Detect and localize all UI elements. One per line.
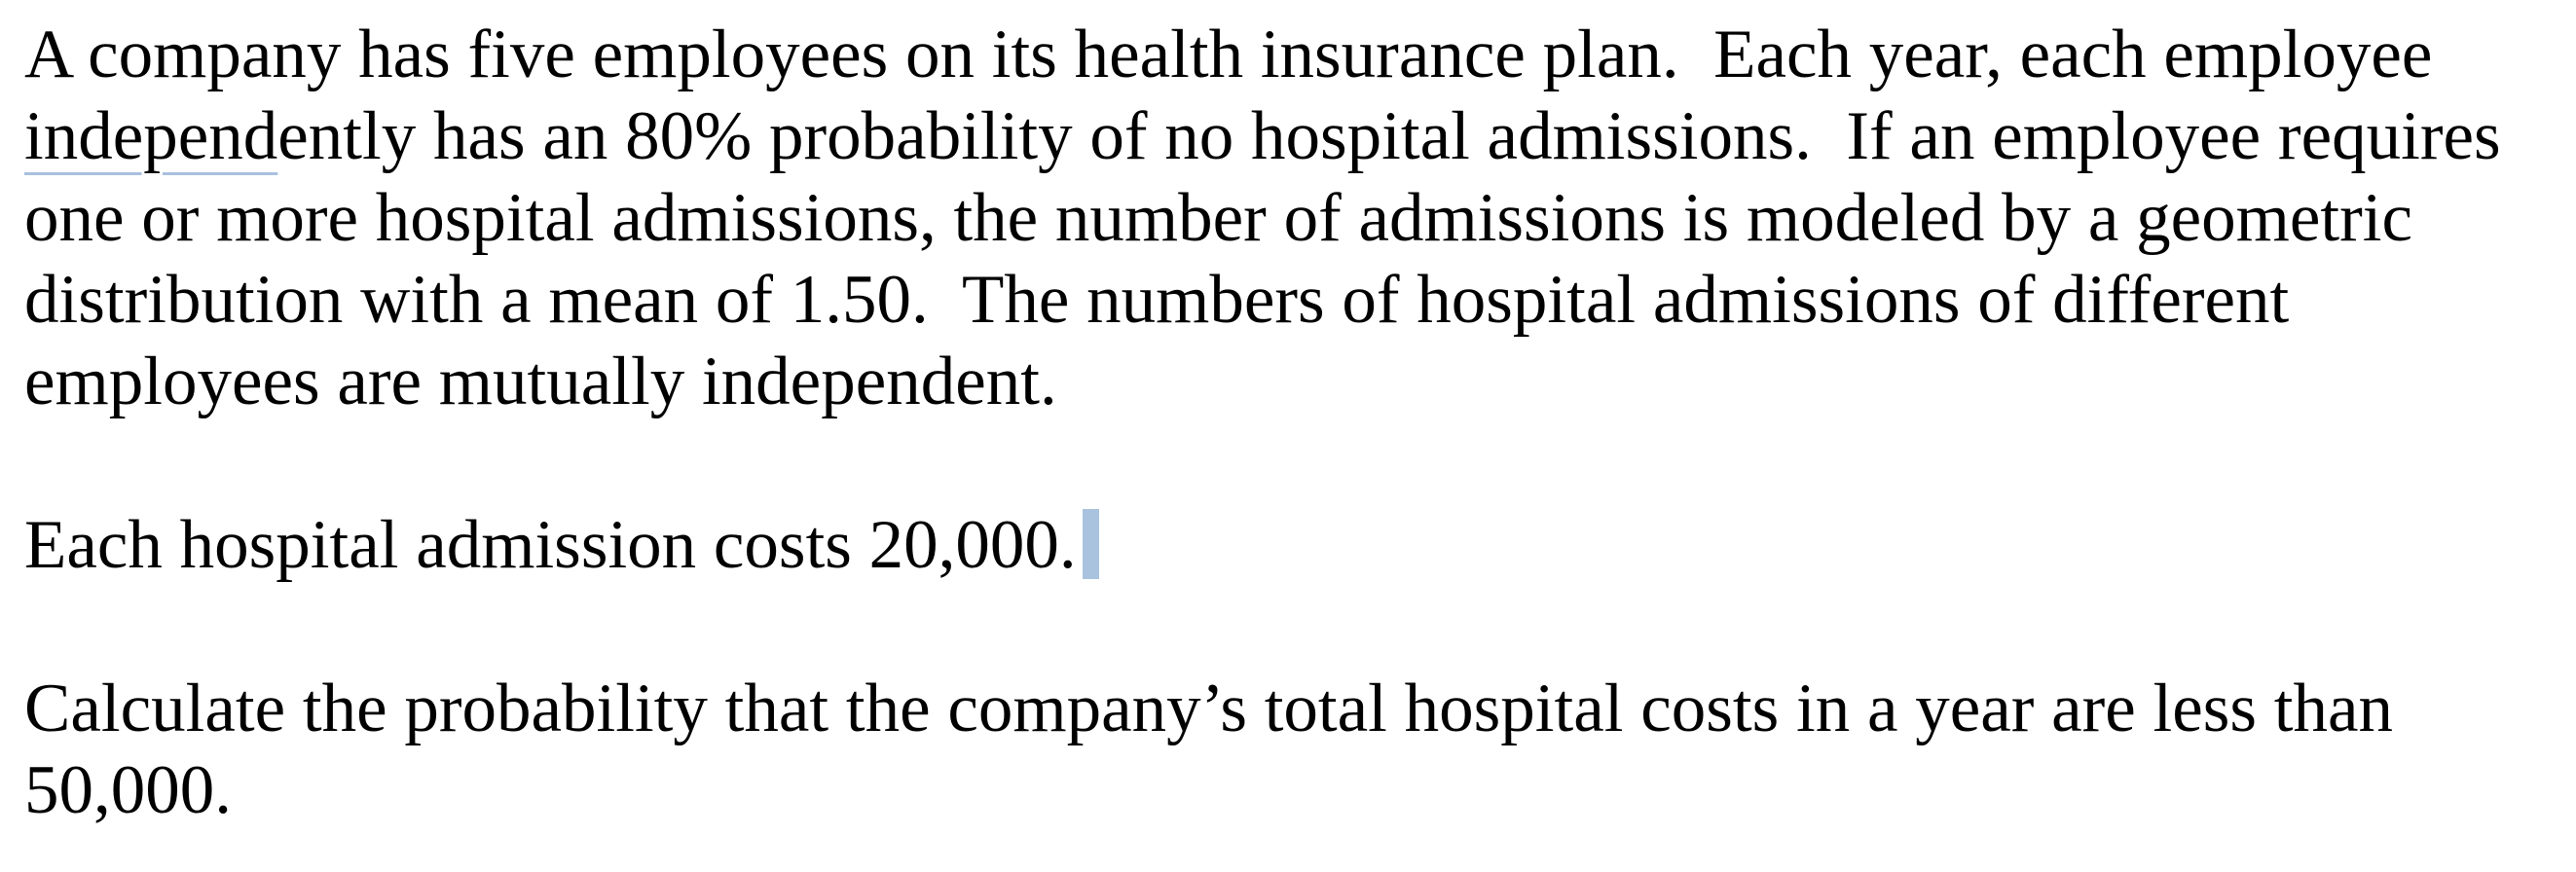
- text-line: employees are mutually independent.: [24, 344, 1057, 419]
- text-line: 50,000.: [24, 752, 232, 828]
- flagged-word[interactable]: independ: [24, 98, 278, 174]
- text-cursor: [1083, 509, 1099, 579]
- paragraph-spacer: [24, 422, 2565, 504]
- paragraph-cost: [24, 504, 2565, 586]
- text-line: one or more hospital admissions, the number of admissions is modeled by a geometric: [24, 180, 2413, 256]
- paragraph-problem-setup: [24, 14, 2565, 422]
- paragraph-question: [24, 668, 2565, 831]
- text-segment: Each hospital admission costs 20,000.: [24, 507, 1077, 583]
- text-line: Calculate the probability that the company’s total hospital costs in a year are less than: [24, 671, 2394, 746]
- document-body[interactable]: [24, 14, 2565, 831]
- text-line: [24, 504, 2565, 586]
- text-line: [24, 95, 2565, 177]
- text-segment: ently has an 80% probability of no hospital admissions. If an employee requires: [277, 98, 2501, 174]
- paragraph-spacer: [24, 586, 2565, 668]
- text-line: distribution with a mean of 1.50. The numbers of hospital admissions of different: [24, 262, 2290, 338]
- text-line: A company has five employees on its health insurance plan. Each year, each employee: [24, 17, 2433, 92]
